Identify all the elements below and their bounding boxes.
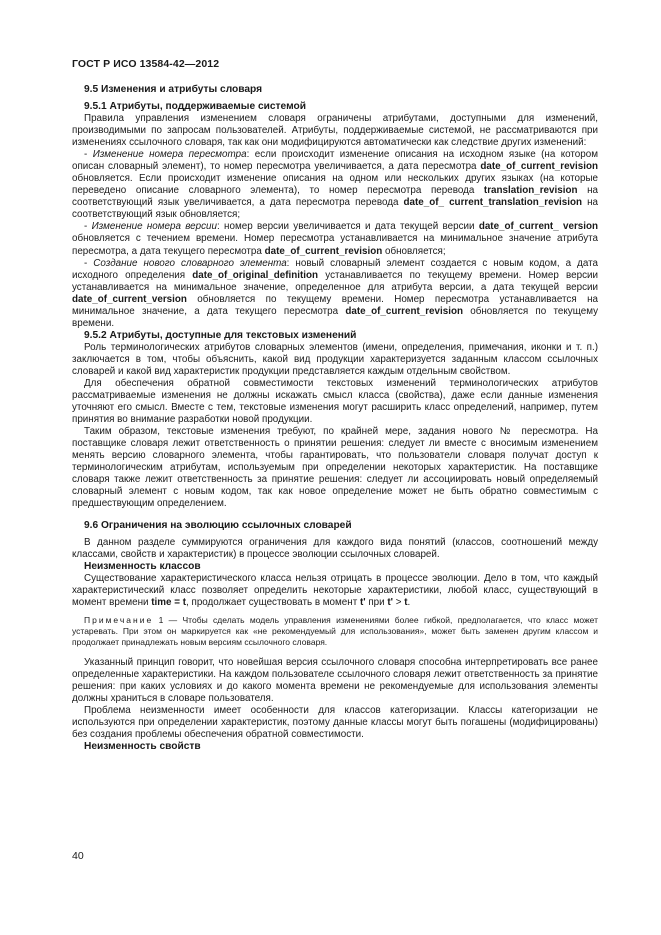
subheading-property-immutability: Неизменность свойств — [84, 741, 201, 753]
paragraph: Существование характеристического класса нельзя отрицать в процессе эволюции. Дело в том, что каждый характеристический класс позволяет определить некоторые характеристики, любой класс, существующий в момент времени time = t, продолжает существовать в момент t' при t' > t. — [72, 572, 598, 608]
note: Примечание 1 — Чтобы сделать модель управления изменениями более гибкой, предполагается, что класс может устаревать. При этом он маркируется как «не рекомендуемый для использования», может быть заменен другим классом и продолжает принадлежать новым версиям ссылочного словаря. — [72, 614, 598, 647]
document-page — [72, 58, 598, 753]
list-item: - Изменение номера версии: номер версии увеличивается и дата текущей версии date_of_current_ version обновляется с течением времени. Номер пересмотра устанавливается на минимальное значение атрибута пересмотра, а дата текущего пересмотра date_of_current_revision обновляется; — [72, 221, 599, 257]
paragraph: Указанный принцип говорит, что новейшая версия ссылочного словаря способна интерпретировать все ранее определенные характеристики. На каждом пользователе ссылочного словаря лежит ответственность за принятие решения: при каких условиях и до какого момента времени не рекомендуемые для использования элементы должны храниться в словаре пользователя. — [72, 656, 598, 704]
document-header: ГОСТ Р ИСО 13584-42—2012 — [72, 58, 220, 70]
paragraph: Для обеспечения обратной совместимости текстовых изменений терминологических атрибутов рассматриваемые изменения не должны искажать смысл класса (свойства), даже если данные изменения уточняют его смысл. Вместе с тем, текстовые изменения могут расширить класс определений, например, путем принятия во внимание разработки новой продукции. — [72, 377, 598, 426]
paragraph: Правила управления изменением словаря ограничены атрибутами, доступными для изменений, производимыми по запросам пользователей. Атрибуты, поддерживаемые системой, не рассматриваются при изменениях ссылочного словаря, так как они модифицируются автоматически как следствие других изменений: — [72, 113, 598, 149]
note-label: Примечание — [84, 614, 154, 625]
section-9-5-1-heading: 9.5.1 Атрибуты, поддерживаемые системой — [84, 101, 306, 112]
section-9-5-2-heading: 9.5.2 Атрибуты, доступные для текстовых изменений — [84, 329, 357, 341]
section-9-6-heading: 9.6 Ограничения на эволюцию ссылочных словарей — [84, 519, 352, 531]
paragraph: Таким образом, текстовые изменения требуют, по крайней мере, задания нового № пересмотра. На поставщике словаря лежит ответственность о принятии решения: следует ли вместе с вносимым изменением менять версию словарного элемента, чтобы гарантировать, что пользователи словаря получат доступ к терминологическим атрибутам, используемым при определении некоторых характеристик. На поставщике словаря также лежит ответственность за принятие решения: следует ли ассоциировать новый определяемый словарный элемент с новым кодом, так как новое определение может не быть обратно совместимым с предшествующим определением. — [72, 426, 598, 510]
list-item: - Изменение номера пересмотра: если происходит изменение описания на исходном языке (на котором описан словарный элемент), то номер пересмотра увеличивается, а дата пересмотра date_of_current_revision обновляется. Если происходит изменение описания на одном или нескольких других языках (на которые переведено описание словарного элемента), то номер пересмотра перевода translation_revision на соответствующий язык увеличивается, а дата пересмотра перевода date_of_ current_translation_revision на соответствующий язык обновляется; — [72, 149, 599, 221]
page-number: 40 — [72, 850, 84, 862]
paragraph: Проблема неизменности имеет особенности для классов категоризации. Классы категоризации не используются при определении характеристик, поэтому данные классы могут быть погашены (модифицированы) без создания проблемы обеспечения обратной совместимости. — [72, 704, 598, 741]
paragraph: В данном разделе суммируются ограничения для каждого вида понятий (классов, соотношений между классами, свойств и характеристик) в процессе эволюции ссылочных словарей. — [72, 536, 598, 560]
list-item: - Создание нового словарного элемента: новый словарный элемент создается с новым кодом, а дата исходного определения date_of_original_definition устанавливается по текущему времени. Номер версии устанавливается на минимальное значение, определенное для атрибута версии, а дата текущей версии date_of_current_version обновляется по текущему времени. Номер пересмотра устанавливается на минимальное значение, а дата текущего пересмотра date_of_current_revision обновляется по текущему времени. — [72, 257, 598, 329]
subheading-class-immutability: Неизменность классов — [84, 560, 201, 572]
section-9-5-heading: 9.5 Изменения и атрибуты словаря — [84, 84, 263, 95]
paragraph: Роль терминологических атрибутов словарных элементов (имени, определения, примечания, иконки и т. п.) заключается в том, чтобы объяснить, какой вид продукции характеризуется заданным классом ссылочных словарей и какой вид характеристик продукции представляется каждым отдельным свойством. — [72, 341, 598, 377]
